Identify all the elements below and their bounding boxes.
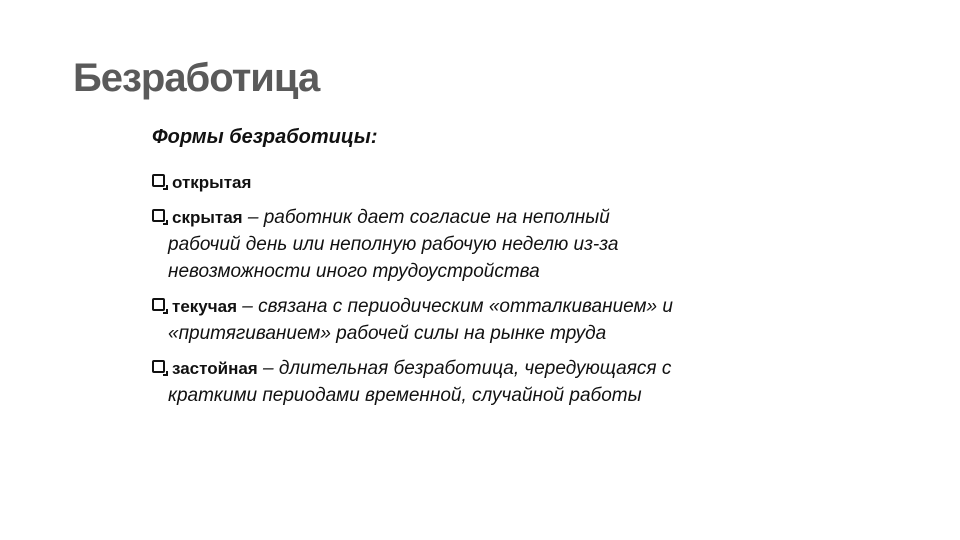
slide-title: Безработица (73, 56, 320, 100)
checkbox-square-icon (152, 298, 165, 311)
checkbox-square-icon (152, 360, 165, 373)
item-term: скрытая (172, 208, 243, 227)
list-item-frictional (152, 293, 812, 347)
subtitle: Формы безработицы: (152, 126, 378, 148)
item-description: связана с периодическим «отталкиванием» и (258, 296, 673, 317)
item-description: длительная безработица, чередующаяся с (278, 358, 672, 379)
item-term: открытая (172, 173, 252, 192)
item-description: работник дает согласие на неполный (263, 207, 610, 228)
slide-content (152, 126, 812, 417)
item-term: застойная (172, 359, 258, 378)
list-item-hidden (152, 204, 812, 285)
item-term: текучая (172, 297, 237, 316)
list-item-stagnant (152, 355, 812, 409)
item-dash: – (242, 207, 264, 228)
list-item-open (152, 169, 812, 196)
item-description-line: «притягиванием» рабочей силы на рынке труда (168, 323, 607, 344)
item-description-line: невозможности иного трудоустройства (168, 261, 540, 282)
checkbox-square-icon (152, 209, 165, 222)
checkbox-square-icon (152, 174, 165, 187)
item-dash: – (257, 358, 279, 379)
item-description-line: рабочий день или неполную рабочую неделю из-за (168, 234, 619, 255)
item-dash: – (237, 296, 259, 317)
item-description-line: краткими периодами временной, случайной работы (168, 385, 642, 406)
